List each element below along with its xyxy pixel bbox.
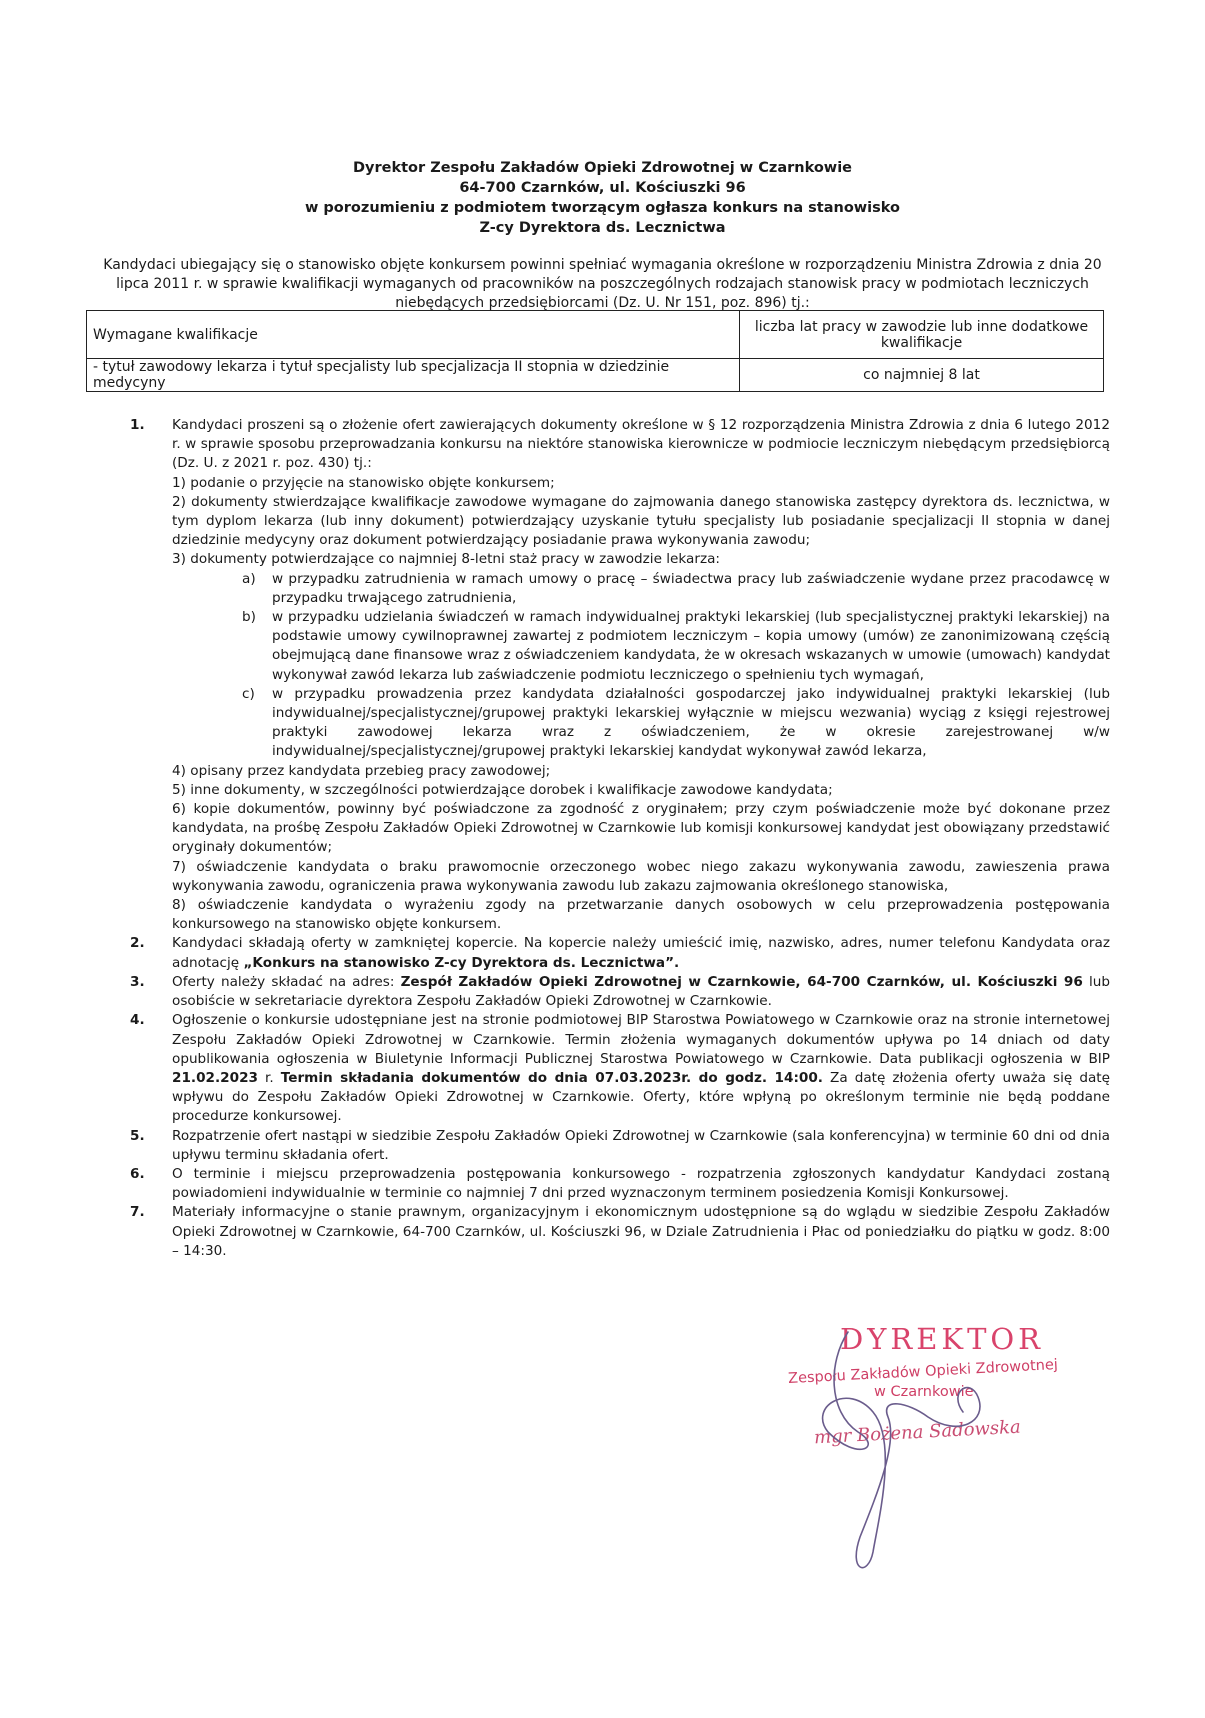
list-item-5 bbox=[120, 1127, 1110, 1165]
letter-marker: c) bbox=[242, 685, 255, 702]
header-line-1: Dyrektor Zespołu Zakładów Opieki Zdrowotnej w Czarnkowie bbox=[352, 160, 852, 176]
letter-marker: a) bbox=[242, 570, 256, 587]
table-header-qualifications: Wymagane kwalifikacje bbox=[87, 311, 740, 359]
handwritten-signature bbox=[788, 1322, 1088, 1582]
sub-item: 8) oświadczenie kandydata o wyrażeniu zgody na przetwarzanie danych osobowych w celu przeprowadzenia postępowania konkursowego na stanowisko objęte konkursem. bbox=[172, 897, 1110, 933]
item-text: r. bbox=[258, 1069, 281, 1086]
letter-text: w przypadku udzielania świadczeń w ramach indywidualnej praktyki lekarskiej (lub specjalistycznej praktyki lekarskiej) na podstawie umowy cywilnoprawnej zawartej z podmiotem leczniczym – kopia umowy (umów) ze zanonimizowaną częścią obejmującą dane finansowe wraz z oświadczeniem kandydata, że w okresach wskazanych w umowie (umowach) kandydat wykonywał zawód lekarza lub zaświadczenie podmiotu leczniczego o spełnieniu tych wymagań, bbox=[272, 609, 1110, 683]
item-text: Kandydaci proszeni są o złożenie ofert zawierających dokumenty określone w § 12 rozporządzenia Ministra Zdrowia z dnia 6 lutego 2012 r. w sprawie sposobu przeprowadzania konkursu na niektóre stanowiska kierownicze w podmiocie leczniczym niebędącym przedsiębiorcą (Dz. U. z 2021 r. poz. 430) tj.: bbox=[172, 417, 1110, 472]
item-text: O terminie i miejscu przeprowadzenia postępowania konkursowego - rozpatrzenia zgłoszonych kandydatur Kandydaci zostaną powiadomieni indywidualnie w terminie co najmniej 7 dni przed wyznaczonym terminem posiedzenia Komisji Konkursowej. bbox=[172, 1165, 1110, 1202]
conditions-list bbox=[120, 416, 1110, 1261]
stamp-location: w Czarnkowie bbox=[874, 1384, 974, 1400]
item-text: Rozpatrzenie ofert nastąpi w siedzibie Zespołu Zakładów Opieki Zdrowotnej w Czarnkowie (sala konferencyjna) w terminie 60 dni od dnia upływu terminu składania ofert. bbox=[172, 1127, 1110, 1163]
list-item-4 bbox=[120, 1011, 1110, 1126]
table-row bbox=[87, 359, 1104, 392]
announcement-header bbox=[0, 158, 1205, 238]
item-bold-address: Zespół Zakładów Opieki Zdrowotnej w Czarnkowie, 64-700 Czarnków, ul. Kościuszki 96 bbox=[400, 973, 1083, 990]
header-line-3: w porozumieniu z podmiotem tworzącym ogłasza konkurs na stanowisko bbox=[304, 200, 901, 216]
item-number: 4. bbox=[130, 1012, 145, 1029]
list-item-2 bbox=[120, 934, 1110, 972]
list-item-6 bbox=[120, 1165, 1110, 1203]
letter-text: w przypadku zatrudnienia w ramach umowy o pracę – świadectwa pracy lub zaświadczenie wydane przez pracodawcę w przypadku trwającego zatrudnienia, bbox=[272, 570, 1110, 606]
letter-item bbox=[172, 685, 1110, 762]
item-number: 7. bbox=[130, 1204, 145, 1221]
list-item-3 bbox=[120, 973, 1110, 1011]
sub-item: 7) oświadczenie kandydata o braku prawomocnie orzeczonego wobec niego zakazu wykonywania zawodu, zawieszenia prawa wykonywania zawodu, ograniczenia prawa wykonywania zawodu lub zakazu zajmowania określonego stanowiska, bbox=[172, 858, 1110, 894]
item-text: Kandydaci składają oferty w zamkniętej kopercie. Na kopercie należy umieścić imię, nazwisko, adres, numer telefonu Kandydata oraz adnotację bbox=[172, 935, 1110, 971]
publication-date: 21.02.2023 bbox=[172, 1069, 258, 1086]
sub-item: 3) dokumenty potwierdzające co najmniej 8-letni staż pracy w zawodzie lekarza: bbox=[172, 551, 721, 568]
table-cell-years: co najmniej 8 lat bbox=[740, 359, 1104, 392]
qualifications-table bbox=[86, 310, 1104, 392]
table-header-row bbox=[87, 311, 1104, 359]
item-number: 6. bbox=[130, 1165, 145, 1182]
sub-item: 2) dokumenty stwierdzające kwalifikacje zawodowe wymagane do zajmowania danego stanowiska zastępcy dyrektora ds. lecznictwa, w tym dyplom lekarza (lub inny dokument) potwierdzający uzyskanie tytułu specjalisty lub posiadanie specjalizacji II stopnia w danej dziedzinie medycyny oraz dokument potwierdzający posiadanie prawa wykonywania zawodu; bbox=[172, 493, 1110, 549]
stamp-name: mgr Bożena Sadowska bbox=[813, 1416, 1022, 1449]
letter-text: w przypadku prowadzenia przez kandydata działalności gospodarczej jako indywidualnej praktyki lekarskiej (lub indywidualnej/specjalistycznej/grupowej praktyki lekarskiej wyłącznie w miejscu wezwania) wyciąg z księgi rejestrowej praktyki zawodowej lekarza wraz z oświadczeniem, że w okresie zarejestrowanej w/w indywidualnej/specjalistycznej/grupowej praktyki lekarskiej kandydat wykonywał zawód lekarza, bbox=[272, 685, 1110, 760]
item-bold-text: „Konkurs na stanowisko Z-cy Dyrektora ds. Lecznictwa”. bbox=[243, 954, 680, 971]
item-number: 1. bbox=[130, 417, 145, 433]
letter-item bbox=[172, 570, 1110, 608]
item-text: lub osobiście w sekretariacie dyrektora Zespołu Zakładów Opieki Zdrowotnej w Czarnkowie. bbox=[172, 973, 1110, 1010]
item-number: 3. bbox=[130, 973, 145, 990]
table-cell-qualification: - tytuł zawodowy lekarza i tytuł specjalisty lub specjalizacja II stopnia w dziedzinie medycyny bbox=[87, 359, 740, 392]
header-line-2: 64-700 Czarnków, ul. Kościuszki 96 bbox=[459, 180, 746, 196]
item-number: 5. bbox=[130, 1127, 145, 1144]
stamp-institution: Zespołu Zakładów Opieki Zdrowotnej bbox=[787, 1356, 1059, 1388]
sub-item: 1) podanie o przyjęcie na stanowisko objęte konkursem; bbox=[172, 474, 555, 491]
item-text: Materiały informacyjne o stanie prawnym, organizacyjnym i ekonomicznym udostępnione są do wglądu w siedzibie Zespołu Zakładów Opieki Zdrowotnej w Czarnkowie, 64-700 Czarnków, ul. Kościuszki 96, w Dziale Zatrudnienia i Płac od poniedziałku do piątku w godz. 8:00 – 14:30. bbox=[172, 1204, 1110, 1259]
item-text: Oferty należy składać na adres: bbox=[172, 973, 401, 990]
stamp-title: DYREKTOR bbox=[840, 1322, 1045, 1356]
list-item-7 bbox=[120, 1203, 1110, 1261]
table-header-years: liczba lat pracy w zawodzie lub inne dodatkowe kwalifikacje bbox=[740, 311, 1104, 359]
sub-item: 4) opisany przez kandydata przebieg pracy zawodowej; bbox=[172, 762, 551, 779]
letter-marker: b) bbox=[242, 609, 256, 626]
letter-item bbox=[172, 608, 1110, 685]
header-line-4: Z-cy Dyrektora ds. Lecznictwa bbox=[479, 220, 726, 236]
list-item-1 bbox=[120, 416, 1110, 934]
deadline-text: Termin składania dokumentów do dnia 07.03.2023r. do godz. 14:00. bbox=[280, 1069, 823, 1086]
item-text: Ogłoszenie o konkursie udostępniane jest na stronie podmiotowej BIP Starostwa Powiatowego w Czarnkowie oraz na stronie internetowej Zespołu Zakładów Opieki Zdrowotnej w Czarnkowie. Termin złożenia wymaganych dokumentów upływa po 14 dniach od daty opublikowania ogłoszenia w Biuletynie Informacji Publicznej Starostwa Powiatowego w Czarnkowie. Data publikacji ogłoszenia w BIP bbox=[172, 1012, 1110, 1067]
sub-item: 6) kopie dokumentów, powinny być poświadczone za zgodność z oryginałem; przy czym poświadczenie może być dokonane przez kandydata, na prośbę Zespołu Zakładów Opieki Zdrowotnej w Czarnkowie lub komisji konkursowej kandydat jest obowiązany przedstawić oryginały dokumentów; bbox=[172, 801, 1110, 856]
sub-item: 5) inne dokumenty, w szczególności potwierdzające dorobek i kwalifikacje zawodowe kandydata; bbox=[172, 781, 833, 798]
item-number: 2. bbox=[130, 935, 145, 952]
item-text: Za datę złożenia oferty uważa się datę wpływu do Zespołu Zakładów Opieki Zdrowotnej w Czarnkowie. Oferty, które wpłyną po określonym terminie nie będą poddane procedurze konkursowej. bbox=[172, 1069, 1110, 1125]
intro-paragraph: Kandydaci ubiegający się o stanowisko objęte konkursem powinni spełniać wymagania określone w rozporządzeniu Ministra Zdrowia z dnia 20 lipca 2011 r. w sprawie kwalifikacji wymaganych od pracowników na poszczególnych rodzajach stanowisk pracy w podmiotach leczniczych niebędących przedsiębiorcami (Dz. U. Nr 151, poz. 896) tj.: bbox=[103, 257, 1102, 311]
director-stamp bbox=[788, 1322, 1088, 1582]
